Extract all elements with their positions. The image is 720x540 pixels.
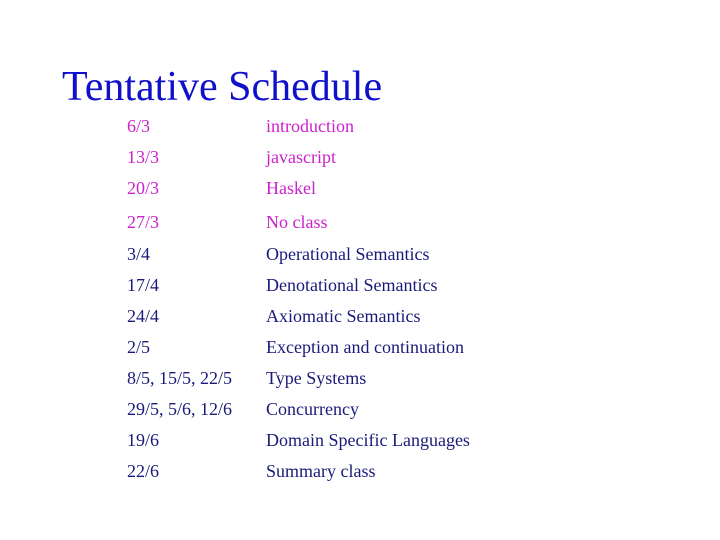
schedule-date: 17/4 bbox=[127, 275, 160, 295]
schedule-date: 19/6 bbox=[127, 430, 160, 450]
schedule-topic: Denotational Semantics bbox=[266, 275, 438, 295]
schedule-date: 3/4 bbox=[127, 244, 151, 264]
schedule-topic: Exception and continuation bbox=[266, 337, 464, 357]
schedule-date: 24/4 bbox=[127, 306, 160, 326]
schedule-topic: Axiomatic Semantics bbox=[266, 306, 421, 326]
schedule-topic: Type Systems bbox=[266, 368, 367, 388]
schedule-date: 22/6 bbox=[127, 461, 160, 481]
schedule-date: 29/5, 5/6, 12/6 bbox=[127, 399, 233, 419]
schedule-topic: No class bbox=[266, 212, 328, 232]
schedule-date: 27/3 bbox=[127, 212, 160, 232]
schedule-date: 6/3 bbox=[127, 116, 151, 136]
schedule-topic: Summary class bbox=[266, 461, 376, 481]
schedule-date: 20/3 bbox=[127, 178, 160, 198]
slide-title: Tentative Schedule bbox=[62, 64, 383, 110]
schedule-topic: Concurrency bbox=[266, 399, 359, 419]
schedule-date: 13/3 bbox=[127, 147, 160, 167]
schedule-topic: javascript bbox=[266, 147, 336, 167]
schedule-date: 2/5 bbox=[127, 337, 151, 357]
schedule-topic: Haskel bbox=[266, 178, 316, 198]
schedule-date: 8/5, 15/5, 22/5 bbox=[127, 368, 233, 388]
schedule-topic: introduction bbox=[266, 116, 354, 136]
schedule-topic: Domain Specific Languages bbox=[266, 430, 470, 450]
schedule-topic: Operational Semantics bbox=[266, 244, 430, 264]
